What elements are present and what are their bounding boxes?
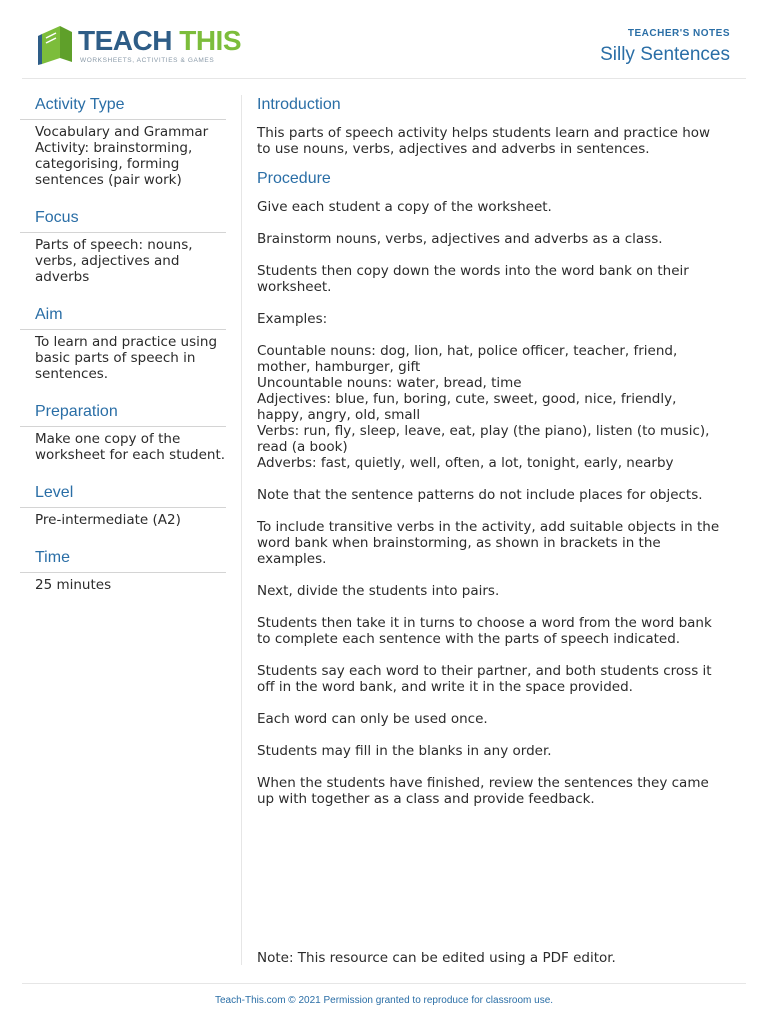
page-header [0, 0, 768, 78]
section-heading: Time [20, 548, 226, 573]
introduction-heading: Introduction [257, 96, 341, 113]
procedure-step: Brainstorm nouns, verbs, adjectives and adverbs as a class. [257, 231, 663, 247]
section-body: Parts of speech: nouns, verbs, adjectives and adverbs [35, 237, 193, 285]
logo-word-this: THIS [179, 25, 242, 56]
procedure-step: When the students have finished, review the sentences they came up with together as a class and provide feedback. [257, 775, 709, 807]
sidebar [20, 95, 226, 613]
sidebar-section-activity-type [20, 95, 226, 188]
procedure-step: Each word can only be used once. [257, 711, 488, 727]
procedure-step: Give each student a copy of the worksheet. [257, 199, 552, 215]
logo-wordmark [78, 26, 241, 56]
procedure-step: Students may fill in the blanks in any order. [257, 743, 552, 759]
section-heading: Aim [20, 305, 226, 330]
book-logo-icon [36, 24, 76, 66]
sidebar-section-preparation [20, 402, 226, 463]
procedure-step: Note that the sentence patterns do not include places for objects. [257, 487, 703, 503]
procedure-heading: Procedure [257, 170, 331, 187]
teachers-notes-label: TEACHER'S NOTES [627, 28, 730, 39]
procedure-step: Students say each word to their partner, and both students cross it off in the word bank, and write it in the space provided. [257, 663, 712, 695]
sidebar-section-level [20, 483, 226, 528]
footer-divider [22, 983, 746, 984]
procedure-step: To include transitive verbs in the activity, add suitable objects in the word bank when brainstorming, as shown in brackets in the examples. [257, 519, 720, 567]
section-body: Vocabulary and Grammar Activity: brainstorming, categorising, forming sentences (pair work) [35, 124, 209, 188]
examples-list: Countable nouns: dog, lion, hat, police officer, teacher, friend, mother, hamburger, gift Uncountable nouns: water, bread, time Adjectives: blue, fun, boring, cute, sweet, good, nice, friendly, happy, angry, old, small Verbs: run, fly, sleep, leave, eat, play (the piano), listen (to music), read (a book) Adverbs: fast, quietly, well, often, a lot, tonight, early, nearby [257, 343, 710, 471]
pdf-editor-note: Note: This resource can be edited using a PDF editor. [257, 950, 616, 966]
teach-this-logo [36, 24, 242, 68]
section-body: Pre-intermediate (A2) [35, 512, 181, 528]
section-body: To learn and practice using basic parts of speech in sentences. [35, 334, 218, 382]
header-divider [22, 78, 746, 79]
section-heading: Level [20, 483, 226, 508]
logo-word-teach: TEACH [78, 25, 172, 56]
introduction-text: This parts of speech activity helps students learn and practice how to use nouns, verbs, adjectives and adverbs in sentences. [257, 125, 711, 157]
copyright-footer: Teach-This.com © 2021 Permission granted to reproduce for classroom use. [214, 995, 554, 1006]
page-title: Silly Sentences [600, 44, 730, 65]
procedure-step: Examples: [257, 311, 328, 327]
section-body: 25 minutes [35, 577, 112, 593]
main-content [257, 95, 723, 823]
procedure-step: Students then take it in turns to choose a word from the word bank to complete each sentence with the parts of speech indicated. [257, 615, 712, 647]
section-heading: Focus [20, 208, 226, 233]
sidebar-section-time [20, 548, 226, 593]
sidebar-section-focus [20, 208, 226, 285]
procedure-step: Next, divide the students into pairs. [257, 583, 500, 599]
section-heading: Activity Type [20, 95, 226, 120]
column-divider [241, 95, 242, 965]
section-body: Make one copy of the worksheet for each student. [35, 431, 226, 463]
sidebar-section-aim [20, 305, 226, 382]
procedure-step: Students then copy down the words into the word bank on their worksheet. [257, 263, 689, 295]
section-heading: Preparation [20, 402, 226, 427]
logo-tagline: WORKSHEETS, ACTIVITIES & GAMES [80, 57, 215, 64]
